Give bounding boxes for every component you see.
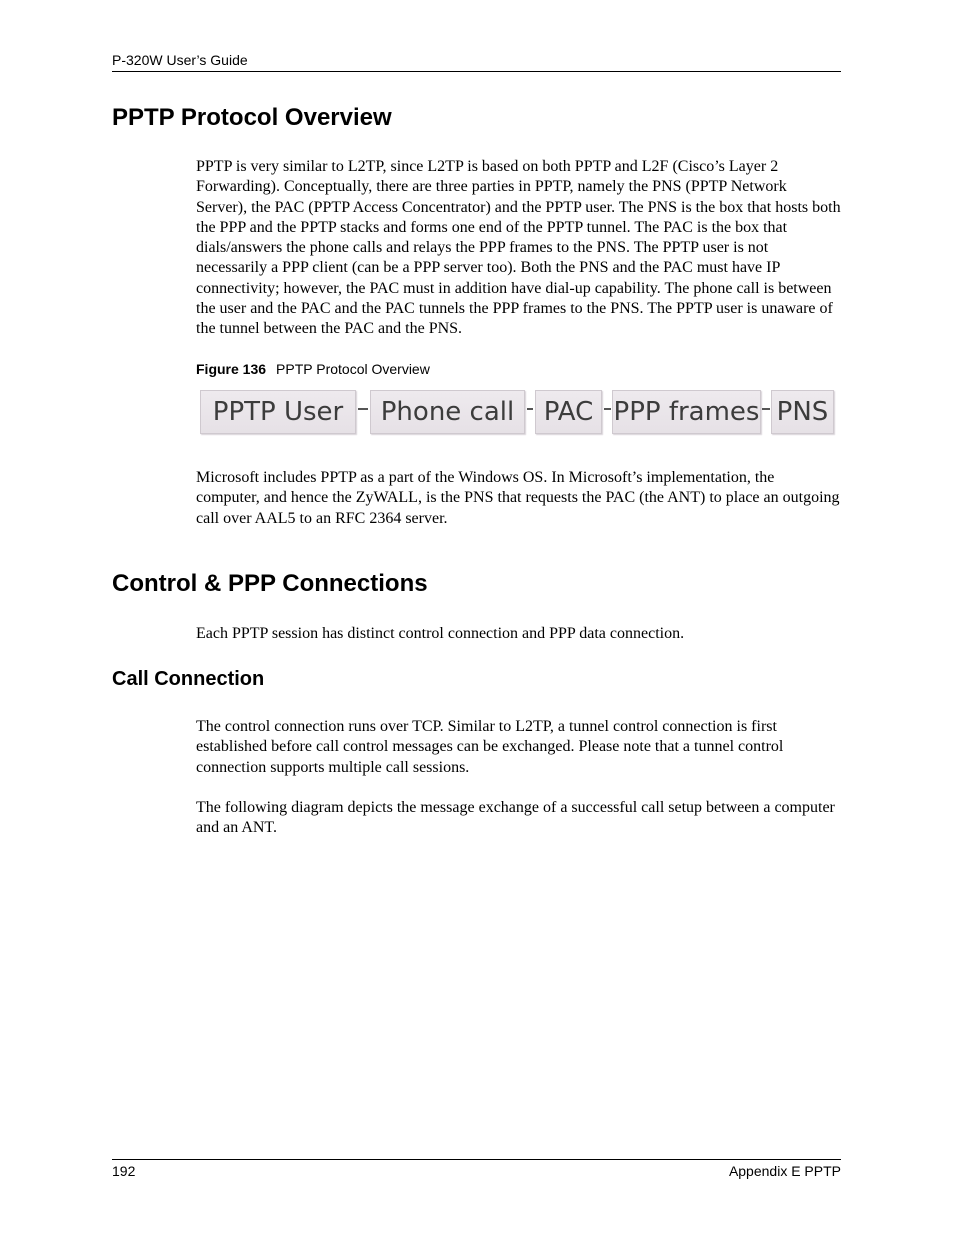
paragraph-control-connection: The control connection runs over TCP. Similar to L2TP, a tunnel control connection is first established before call control messages can be exchanged. Please note that a tunnel control connection supports multiple call sessions. bbox=[196, 718, 784, 776]
diagram-box-ppp-frames: PPP frames bbox=[612, 390, 761, 434]
diagram-box-pac: PAC bbox=[535, 390, 602, 434]
heading-call-connection: Call Connection bbox=[112, 668, 265, 690]
footer-rule bbox=[112, 1159, 841, 1160]
diagram-box-pptp-user: PPTP User bbox=[200, 390, 356, 434]
figure-caption bbox=[196, 361, 430, 377]
paragraph-diagram-intro: The following diagram depicts the message exchange of a successful call setup between a computer and an ANT. bbox=[196, 799, 835, 837]
paragraph-session-connections: Each PPTP session has distinct control connection and PPP data connection. bbox=[196, 625, 685, 642]
page-number: 192 bbox=[112, 1163, 136, 1179]
figure-title: PPTP Protocol Overview bbox=[276, 361, 430, 377]
running-header: P-320W User’s Guide bbox=[112, 52, 248, 68]
footer-section-title: Appendix E PPTP bbox=[728, 1163, 841, 1179]
paragraph-pptp-intro: PPTP is very similar to L2TP, since L2TP is based on both PPTP and L2F (Cisco’s Layer 2 Forwarding). Conceptually, there are three parties in PPTP, namely the PNS (PPTP Network Server), the PAC (PPTP Access Concentrator) and the PPTP user. The PNS is the box that hosts both the PPP and the PPTP stacks and forms one end of the PPTP tunnel. The PAC is the box that dials/answers the phone calls and relays the PPP frames to the PNS. The PPTP user is not necessarily a PPP client (can be a PPP server too). Both the PNS and the PAC must have IP connectivity; however, the PAC must in addition have dial-up capability. The phone call is between the user and the PAC and the PAC tunnels the PPP frames to the PNS. The PPTP user is unaware of the tunnel between the PAC and the PNS. bbox=[196, 158, 841, 338]
paragraph-microsoft-implementation: Microsoft includes PPTP as a part of the Windows OS. In Microsoft’s implementation, the computer, and hence the ZyWALL, is the PNS that requests the PAC (the ANT) to place an outgoing call over AAL5 to an RFC 2364 server. bbox=[196, 469, 840, 527]
diagram-box-pns: PNS bbox=[771, 390, 834, 434]
diagram-connector bbox=[358, 408, 368, 410]
diagram-connector bbox=[527, 408, 533, 410]
diagram-box-phone-call: Phone call bbox=[370, 390, 525, 434]
heading-pptp-protocol-overview: PPTP Protocol Overview bbox=[112, 104, 392, 131]
pptp-overview-diagram bbox=[198, 388, 838, 440]
diagram-connector bbox=[762, 408, 770, 410]
diagram-connector bbox=[604, 408, 611, 410]
header-rule bbox=[112, 71, 841, 72]
figure-label: Figure 136 bbox=[196, 361, 267, 377]
heading-control-ppp-connections: Control & PPP Connections bbox=[112, 570, 428, 597]
